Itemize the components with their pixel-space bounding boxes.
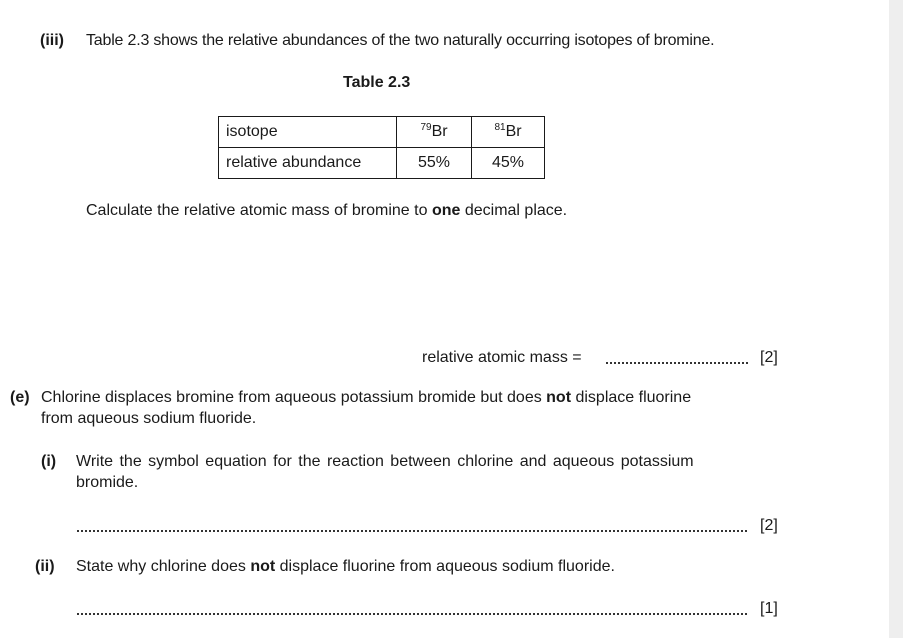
question-e-text: Chlorine displaces bromine from aqueous potassium bromide but does [41,389,547,406]
question-e-emphasis: not [546,389,572,406]
table-cell-abundance-label: relative abundance [219,148,397,179]
question-e-i-line2: bromide. [76,474,139,491]
element-symbol: Br [505,123,522,140]
marks-e-i: [2] [760,517,778,534]
question-e-ii-text [76,557,615,577]
element-symbol: Br [431,123,448,140]
relative-atomic-mass-answer-line[interactable] [606,362,748,364]
table-row [219,148,545,179]
side-panel [889,0,903,638]
marks-ram: [2] [760,349,778,366]
question-e-line1 [41,388,691,408]
question-e-i-line1: Write the symbol equation for the reaction between chlorine and aqueous potassium [76,453,694,470]
question-iii-text: Table 2.3 shows the relative abundances of the two naturally occurring isotopes of bromine. [86,32,715,49]
question-e-ii-text-end: displace fluorine from aqueous sodium fluoride. [275,558,615,575]
question-number-e: (e) [10,389,30,406]
instruction-emphasis: one [431,202,461,219]
question-e-ii-text-start: State why chlorine does [76,558,251,575]
mass-number: 79 [420,122,432,133]
question-e-text-end: displace fluorine [571,389,692,406]
table-row [219,117,545,148]
instruction-text: Calculate the relative atomic mass of bromine to [86,202,432,219]
question-number-iii: (iii) [40,32,64,49]
table-cell-isotope-81 [472,117,545,148]
relative-atomic-mass-label: relative atomic mass = [422,349,582,366]
question-e-line2: from aqueous sodium fluoride. [41,410,257,427]
table-cell-abundance-81: 45% [472,148,545,179]
table-cell-isotope-label: isotope [219,117,397,148]
reason-answer-line[interactable] [77,613,747,615]
equation-answer-line[interactable] [77,530,747,532]
mass-number: 81 [494,122,506,133]
instruction-text-end: decimal place. [460,202,568,219]
marks-e-ii: [1] [760,600,778,617]
calculate-instruction [86,201,567,221]
question-number-e-ii: (ii) [35,558,55,575]
question-number-e-i: (i) [41,453,57,470]
table-cell-abundance-79: 55% [397,148,472,179]
question-e-ii-emphasis: not [250,558,276,575]
isotope-table [218,116,545,179]
table-cell-isotope-79 [397,117,472,148]
table-caption: Table 2.3 [343,74,411,91]
